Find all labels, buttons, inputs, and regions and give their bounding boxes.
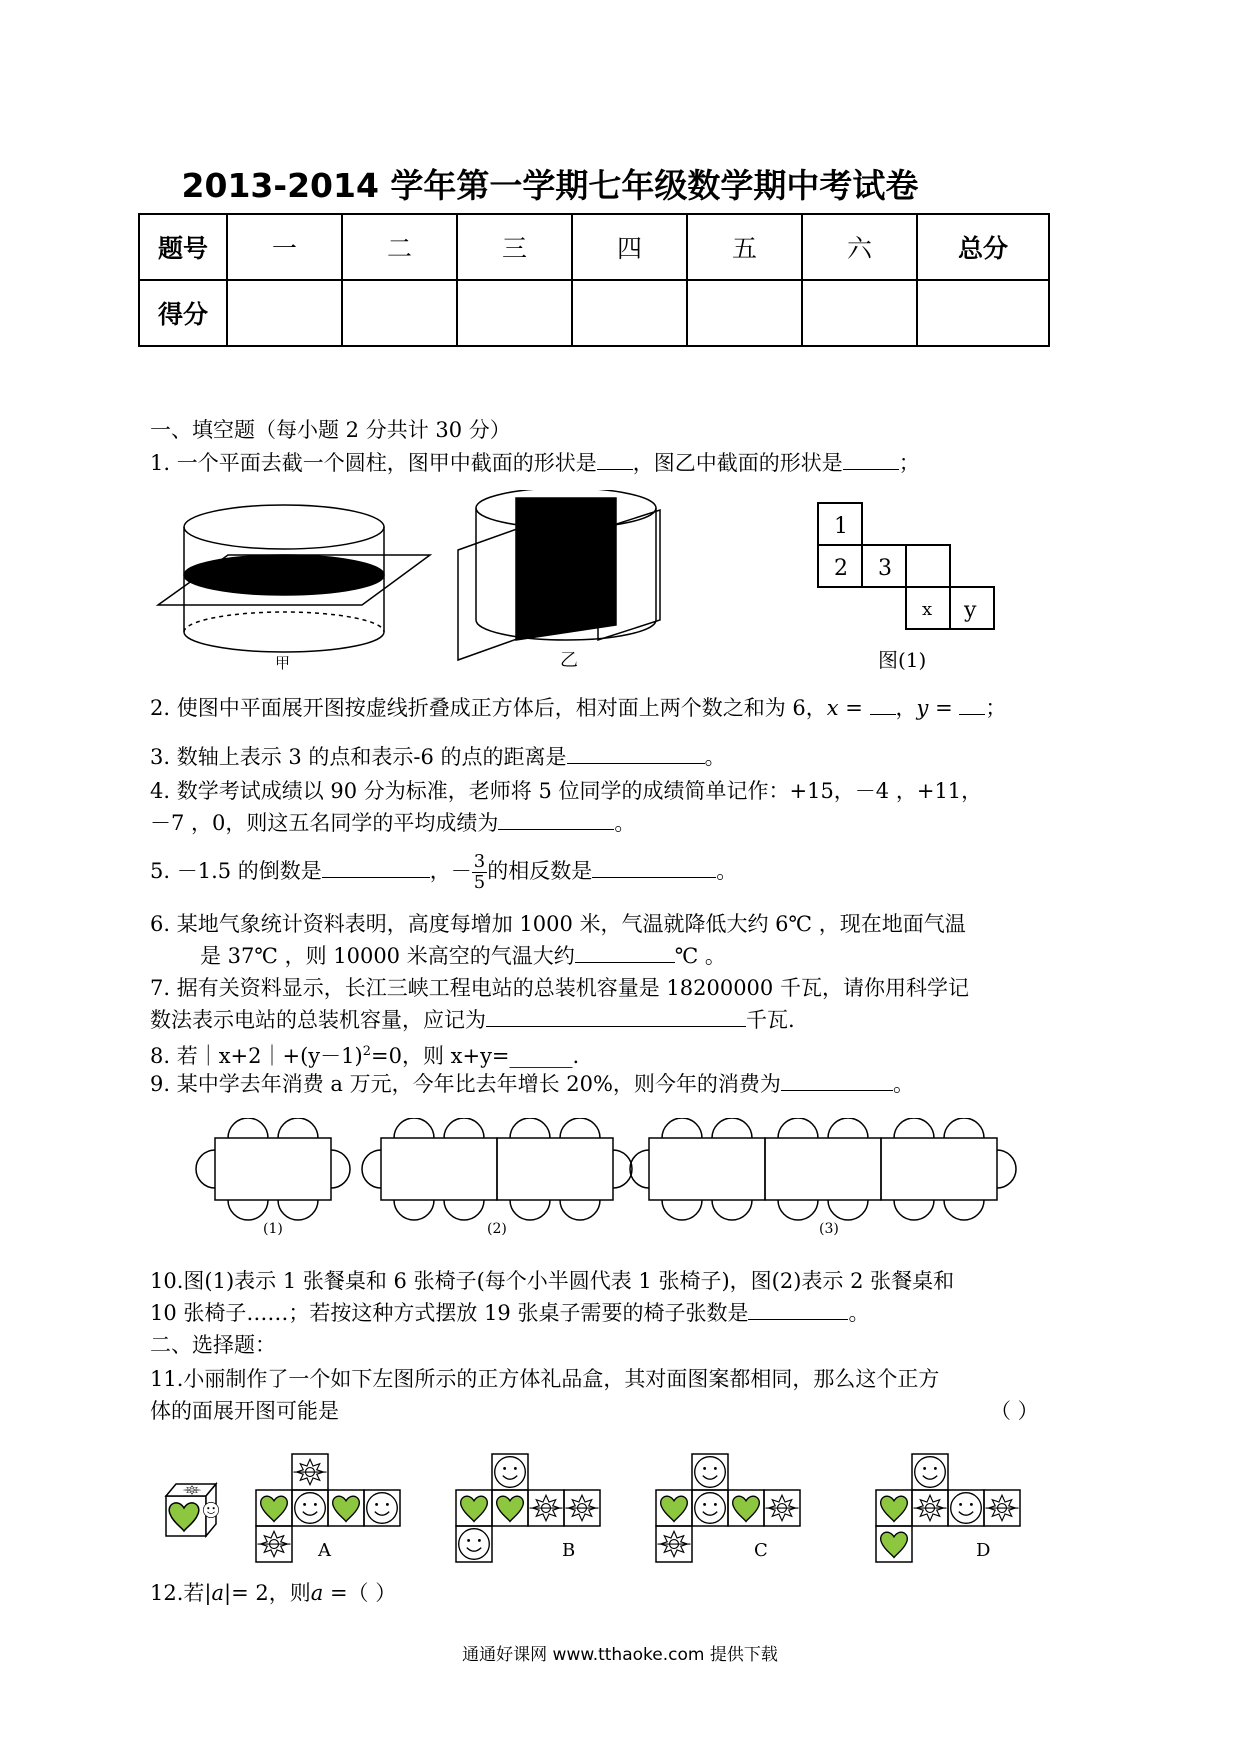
heart-icon (733, 1496, 760, 1521)
q5-text-c: 的相反数是 (487, 859, 593, 883)
q2-blank-y[interactable] (959, 694, 985, 715)
question-10-line-1: 10.图(1)表示 1 张餐桌和 6 张椅子(每个小半圆代表 1 张椅子)，图(2)表示 2 张餐桌和 (150, 1269, 955, 1293)
header-cell-6: 六 (802, 214, 917, 280)
q2-end: ； (985, 696, 1007, 720)
q9-blank[interactable] (781, 1070, 893, 1091)
score-cell[interactable] (342, 280, 457, 346)
header-cell-2: 二 (342, 214, 457, 280)
smile-icon (915, 1457, 946, 1488)
q8-superscript: 2 (362, 1044, 371, 1059)
score-cell[interactable] (802, 280, 917, 346)
header-cell-5: 五 (687, 214, 802, 280)
header-cell-1: 一 (227, 214, 342, 280)
cylinder-vertical-cut-figure (458, 490, 660, 660)
question-4-line-1: 4. 数学考试成绩以 90 分为标准，老师将 5 位同学的成绩简单记作：+15，－4 ，+11， (150, 779, 983, 803)
q3-text-b: 。 (704, 745, 726, 769)
smile-icon (367, 1493, 398, 1524)
star-icon (530, 1495, 563, 1521)
score-cell[interactable] (687, 280, 802, 346)
score-row-label: 得分 (139, 280, 227, 346)
q5-fraction (472, 852, 487, 893)
q5-frac-num: 3 (473, 851, 486, 872)
smile-icon (495, 1457, 526, 1488)
star-icon (914, 1495, 947, 1521)
score-cell[interactable] (227, 280, 342, 346)
smile-icon (695, 1457, 726, 1488)
question-12 (150, 1578, 396, 1608)
heart-icon (881, 1496, 908, 1521)
net-cell-x: x (922, 599, 933, 620)
question-7-line-2 (150, 1005, 795, 1035)
table-label-1: (1) (263, 1221, 283, 1237)
table-arrangement-1 (196, 1118, 350, 1220)
heart-icon (661, 1496, 688, 1521)
option-b-label[interactable]: B (562, 1540, 576, 1561)
header-cell-3: 三 (457, 214, 572, 280)
cylinder-horizontal-cut-figure (158, 505, 430, 652)
section1-heading: 一、填空题（每小题 2 分共计 30 分） (150, 418, 511, 442)
figure-label-jia: 甲 (275, 654, 291, 672)
star-icon (566, 1495, 599, 1521)
q9-text-b: 。 (892, 1072, 914, 1096)
net-cell-2: 2 (834, 556, 848, 581)
q1-blank-2[interactable] (843, 449, 899, 470)
gift-cube-figure (166, 1484, 219, 1536)
question-8 (150, 1037, 579, 1071)
q1-text-c: ； (898, 451, 920, 475)
q6-blank[interactable] (575, 942, 675, 963)
q5-text-a: 5. －1.5 的倒数是 (150, 859, 322, 883)
q12-text-b: |= 2，则 (224, 1581, 311, 1605)
question-5 (150, 852, 737, 893)
header-cell-label: 题号 (139, 214, 227, 280)
q2-eq2: = (928, 696, 960, 720)
star-icon (294, 1459, 327, 1485)
q11-answer-paren[interactable]: （ ） (990, 1399, 1039, 1423)
q5-text-b: ，－ (429, 859, 472, 883)
q10-figures (195, 1118, 1055, 1248)
q4-text-a: －7 ，0，则这五名同学的平均成绩为 (150, 811, 499, 835)
smile-icon (951, 1493, 982, 1524)
q2-sep: ， (895, 696, 917, 720)
smile-icon (459, 1529, 490, 1560)
q7-text-a: 数法表示电站的总装机容量，应记为 (150, 1008, 486, 1032)
table-arrangement-3 (630, 1118, 1016, 1220)
score-cell[interactable] (917, 280, 1049, 346)
option-d-label[interactable]: D (976, 1540, 991, 1561)
heart-icon (333, 1496, 360, 1521)
question-1 (150, 448, 920, 478)
header-cell-4: 四 (572, 214, 687, 280)
q8-text-a: 8. 若｜x+2｜+(y－1) (150, 1044, 363, 1068)
smile-icon (695, 1493, 726, 1524)
q10-text-b: 。 (848, 1301, 870, 1325)
q2-x-label: x (826, 696, 839, 720)
score-table-header-row (139, 214, 1049, 280)
heart-icon (461, 1496, 488, 1521)
q3-text-a: 3. 数轴上表示 3 的点和表示-6 的点的距离是 (150, 745, 567, 769)
option-c-label[interactable]: C (754, 1540, 768, 1561)
question-2 (150, 693, 1006, 723)
net-cell-1: 1 (834, 514, 848, 539)
q2-eq1: = (838, 696, 870, 720)
q8-text-b: =0，则 x+y=______. (371, 1044, 580, 1068)
q5-blank-2[interactable] (592, 857, 716, 878)
page-title: 2013-2014 学年第一学期七年级数学期中考试卷 (181, 166, 919, 205)
star-icon (658, 1531, 691, 1557)
q6-text-b: ℃ 。 (674, 944, 726, 968)
table-arrangement-2 (362, 1118, 632, 1220)
heart-icon (497, 1496, 524, 1521)
q12-var-a: a (211, 1581, 225, 1605)
question-6-line-1: 6. 某地气象统计资料表明，高度每增加 1000 米，气温就降低大约 6℃ ，现在地面气温 (150, 912, 966, 936)
star-icon (258, 1531, 291, 1557)
q5-text-d: 。 (716, 859, 738, 883)
net-cell-3: 3 (878, 556, 892, 581)
q7-text-b: 千瓦. (746, 1008, 795, 1032)
q10-text-a: 10 张椅子……；若按这种方式摆放 19 张桌子需要的椅子张数是 (150, 1301, 749, 1325)
q12-text-c[interactable]: =（ ） (323, 1581, 397, 1605)
question-10-line-2 (150, 1298, 869, 1328)
option-a-label[interactable]: A (318, 1540, 331, 1561)
q4-blank[interactable] (498, 809, 614, 830)
star-icon (986, 1495, 1019, 1521)
figure-label-yi: 乙 (560, 650, 578, 671)
table-label-2: (2) (487, 1221, 507, 1237)
question-4-line-2 (150, 808, 635, 838)
q1-figures (150, 490, 1010, 680)
question-7-line-1: 7. 据有关资料显示，长江三峡工程电站的总装机容量是 18200000 千瓦，请你用科学记 (150, 976, 969, 1000)
q2-y-label: y (916, 696, 929, 720)
q7-blank[interactable] (486, 1006, 746, 1027)
q9-text-a: 9. 某中学去年消费 a 万元，今年比去年增长 20%，则今年的消费为 (150, 1072, 781, 1096)
q1-text-a: 1. 一个平面去截一个圆柱，图甲中截面的形状是 (150, 451, 597, 475)
question-11-line-2: 体的面展开图可能是 (150, 1399, 339, 1423)
net-cell-y: y (964, 598, 977, 623)
q2-blank-x[interactable] (870, 694, 896, 715)
question-11-line-1: 11.小丽制作了一个如下左图所示的正方体礼品盒，其对面图案都相同，那么这个正方 (150, 1367, 940, 1391)
score-table-score-row (139, 280, 1049, 346)
q1-blank-1[interactable] (597, 449, 633, 470)
q5-blank-1[interactable] (322, 857, 430, 878)
net-caption: 图(1) (878, 648, 927, 672)
question-6-line-2 (200, 941, 726, 971)
q4-text-b: 。 (614, 811, 636, 835)
table-label-3: (3) (819, 1221, 839, 1237)
q2-text-a: 2. 使图中平面展开图按虚线折叠成正方体后，相对面上两个数之和为 6， (150, 696, 827, 720)
smile-icon (203, 1502, 218, 1517)
q6-text-a: 是 37℃ ，则 10000 米高空的气温大约 (200, 944, 575, 968)
option-d-net (876, 1454, 1020, 1562)
q10-blank[interactable] (748, 1299, 848, 1320)
option-c-net (656, 1454, 800, 1562)
question-9 (150, 1069, 914, 1099)
heart-icon (261, 1496, 288, 1521)
q12-text-a: 12.若| (150, 1581, 212, 1605)
q1-text-b: ，图乙中截面的形状是 (632, 451, 843, 475)
q5-frac-den: 5 (473, 872, 486, 893)
section2-heading: 二、选择题： (150, 1333, 276, 1357)
score-table (138, 213, 1050, 347)
question-3 (150, 742, 726, 772)
score-cell[interactable] (572, 280, 687, 346)
star-icon (766, 1495, 799, 1521)
page-footer: 通通好课网 www.tthaoke.com 提供下载 (462, 1645, 778, 1665)
smile-icon (295, 1493, 326, 1524)
heart-icon (881, 1532, 908, 1557)
q11-figures (150, 1438, 1050, 1578)
score-cell[interactable] (457, 280, 572, 346)
q3-blank[interactable] (567, 743, 705, 764)
option-b-net (456, 1454, 600, 1562)
q12-var-a2: a (310, 1581, 324, 1605)
header-cell-total: 总分 (917, 214, 1049, 280)
